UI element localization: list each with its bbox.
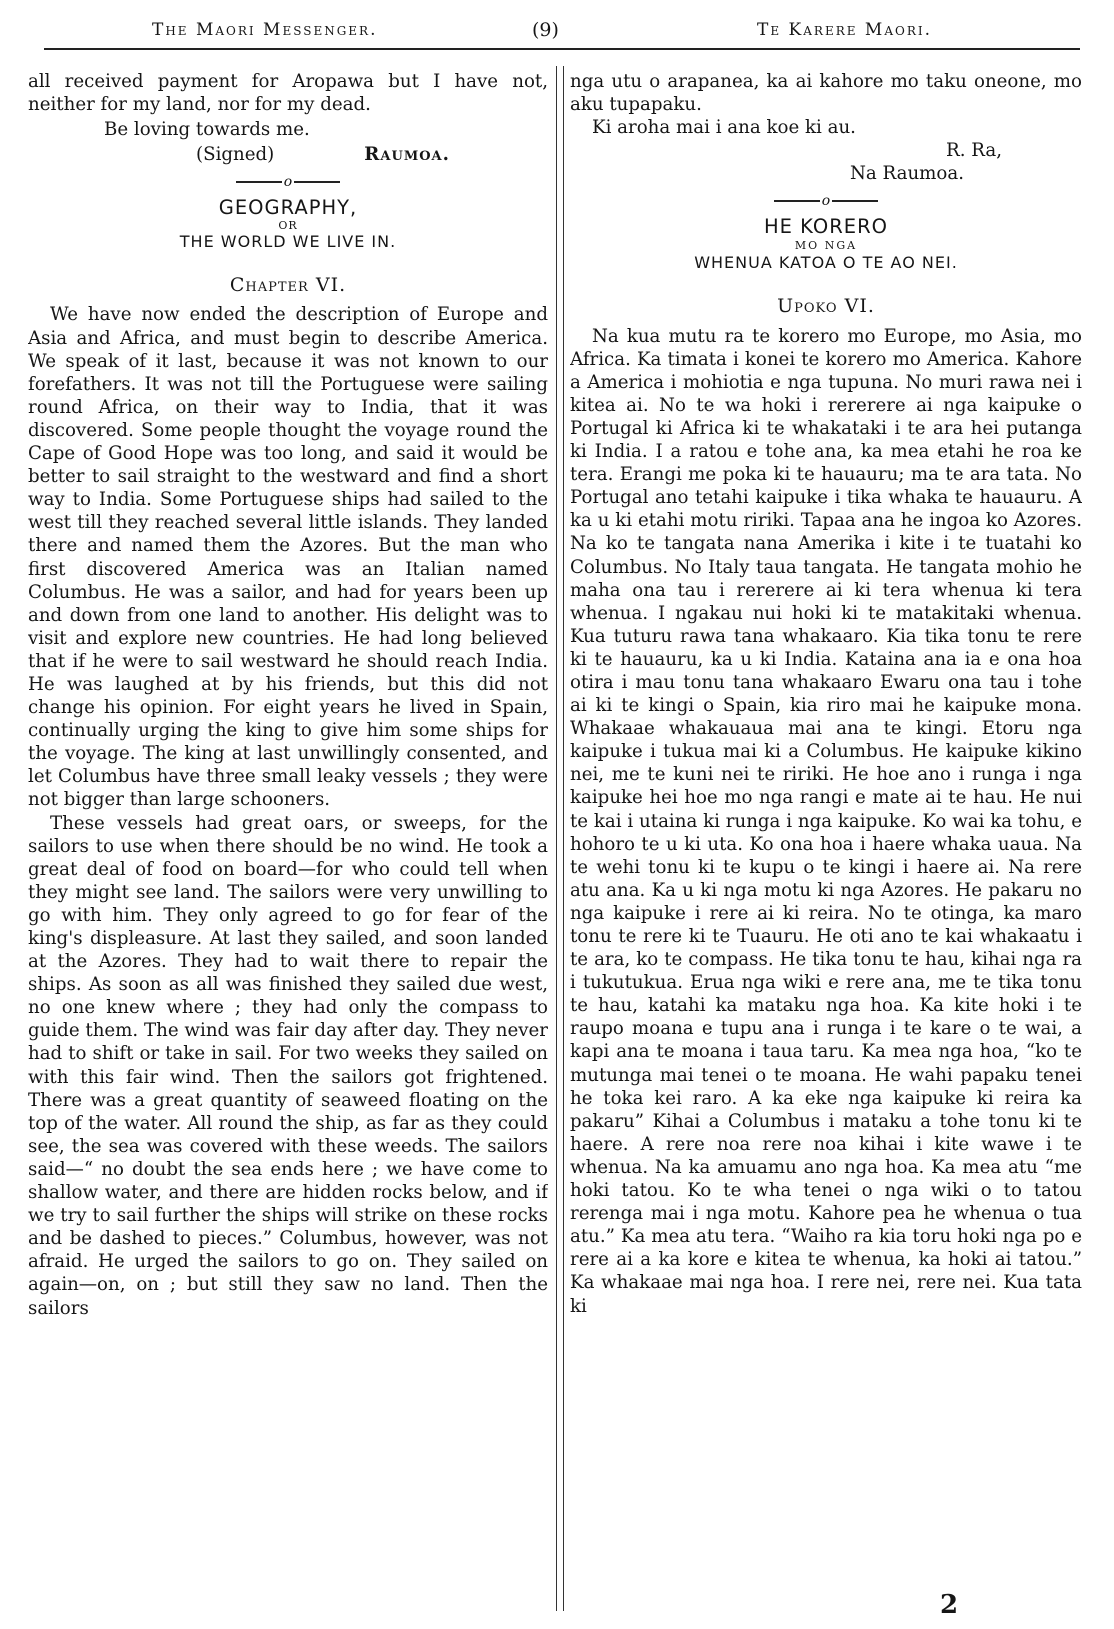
english-signature-line <box>98 143 548 166</box>
maori-title-mid: MO NGA <box>794 239 858 253</box>
chapter-heading: Chapter VI. <box>229 274 347 297</box>
maori-article-subtitle: WHENUA KATOA O TE AO NEI. <box>694 253 958 273</box>
maori-signature-line-1: R. Ra, <box>946 140 1002 162</box>
english-paragraph: These vessels had great oars, or sweeps, for the sailors to use when there should be no wind. He took a great deal of food on board—for who could tell when they might see land. The sailors were very unwilling to go with him. They only agreed to go for fear of the king's displeasure. At last they sailed, and soon landed at the Azores. They had to wait there to repair the ships. As soon as all was finished they sailed due west, no one knew where ; they had only the compass to guide them. The wind was fair day after day. They never had to shift or take in sail. For two weeks they sailed on with this fair wind. Then the sailors got frightened. There was a great quantity of seaweed floating on the top of the water. All round the ship, as far as they could see, the sea was covered with these weeds. The sailors said—“ no doubt the sea ends here ; we have come to shallow water, and there are hidden rocks below, and if we try to sail further the ships will strike on these rocks and be dashed to pieces.” Columbus, however, was not afraid. He urged the sailors to go on. They sailed on again—on, on ; but still they saw no land. Then the sailors <box>28 812 548 1319</box>
english-column <box>28 70 548 1605</box>
maori-closing-line: Ki aroha mai i ana koe ki au. <box>592 117 856 139</box>
article-subtitle: THE WORLD WE LIVE IN. <box>179 232 397 252</box>
separator-mark: o <box>821 192 831 209</box>
page-number: (9) <box>532 19 559 41</box>
signatory-name: Raumoa. <box>364 144 450 166</box>
article-title: GEOGRAPHY, <box>218 196 358 220</box>
english-opening-text: all received payment for Aropawa but I have not, neither for my land, nor for my dead. <box>28 71 548 116</box>
column-divider <box>556 66 564 1611</box>
header-rule <box>44 48 1080 50</box>
signed-label: (Signed) <box>196 144 275 166</box>
maori-chapter-heading: Upoko VI. <box>777 295 875 318</box>
maori-article-title: HE KORERO <box>763 215 889 239</box>
maori-paragraph: Na kua mutu ra te korero mo Europe, mo Asia, mo Africa. Ka timata i konei te korero mo America. Kahore a America i mohiotia e nga tupuna. No muri rawa nei i kitea ai. No te wa hoki i rererere ai nga kaipuke o Portugal ki Africa ki te whakataki i te ara hei putanga ki India. I a ratou e tohe ana, ka mea etahi he roa ke tera. Erangi me poka ki te hauauru; ma te ara tata. No Portugal ano tetahi kaipuke i tika whaka te hauauru. A ka u ki etahi motu ririki. Tapaa ana he ingoa ko Azores. Na ko te tangata nana Amerika i kite i te tuatahi ko Columbus. No Italy taua tangata. He tangata mohio he maha ona tau i rererere ai ki tera whenua ki tera whenua. I ngakau nui hoki ki te matakitaki whenua. Kua tuturu rawa tana whakaaro. Kia tika tonu te rere ki te hauauru, ka u ki India. Kataina ana ia e ona hoa otira i mau tonu tana whakaaro Ewaru ona tau i tohe ai ki te kingi o Spain, kia riro mai he kaipuke mona. Whakaae whakauaua mai ana te kingi. Etoru nga kaipuke i tukua mai ki a Columbus. He kaipuke kikino nei, me te kuni nei te ririki. He hoe ano i runga i nga kaipuke hei hoe mo nga rangi e mate ai te hau. He nui te kai i utaina ki runga i nga kaipuke. Ko wai ka tohu, e hohoro te u ki uta. Ko ona hoa i haere whaka uaua. Na te wehi tonu ki te kupu o te kingi i haere ai. Na rere atu ana. Ka u ki nga motu ki nga Azores. He pakaru no nga kaipuke i rere ai ki reira. No te otinga, ka maro tonu te rere ki te Tuauru. He oti ano te kai whakaatu i te ara, ko te compass. He tika tonu te hau, kihai nga ra i tukutukua. Erua nga wiki e rere ana, me te tika tonu te hau, katahi ka mataku nga hoa. Ka kite hoki i te raupo moana e tupu ana i runga i te kare o te wai, a kapi ana te moana i taua taru. Ka mea nga hoa, “ko te mutunga mai tenei o te moana. He wahi papaku tenei he toka kei raro. A ka eke nga kaipuke ki reira ka pakaru” Kihai a Columbus i mataku a tohe tonu ki te haere. A rere noa rere noa kihai i kite wawe i te whenua. Na ka amuamu ano nga hoa. Ka mea atu “me hoki tatou. Ko te wha tenei o nga wiki o to tatou rerenga mai i nga motu. Kahore pea he whenua o tua atu.” Ka mea atu tera. “Waiho ra kia toru hoki nga po e rere ai a ka kore e kitea te whenua, ka hoki ai tatou.” Ka whakaae mai nga hoa. I rere nei, rere nei. Kua tata ki <box>570 325 1082 1317</box>
masthead <box>44 14 1080 44</box>
section-separator <box>28 174 548 190</box>
separator-mark: o <box>283 173 293 190</box>
article-title-or: OR <box>278 219 298 233</box>
section-separator <box>570 193 1082 209</box>
masthead-maori-title: Te Karere Maori. <box>757 20 932 40</box>
english-closing-line: Be loving towards me. <box>104 119 310 141</box>
english-paragraph: We have now ended the description of Europe and Asia and Africa, and must begin to describe America. We speak of it last, because it was not known to our forefathers. It was not till the Portuguese were sailing round Africa, on their way to India, that it was discovered. Some people thought the voyage round the Cape of Good Hope was too long, and said it would be better to sail straight to the westward and find a short way to India. Some Portuguese ships had sailed to the west till they reached several little islands. They landed there and named them the Azores. But the man who first discovered America was an Italian named Columbus. He was a sailor, and had for years been up and down from one land to another. His delight was to visit and explore new countries. He had long believed that if he were to sail westward he should reach India. He was laughed at by his friends, but this did not change his opinion. For eight years he lived in Spain, continually urging the king to give him some ships for the voyage. The king at last unwillingly consented, and let Columbus have three small leaky vessels ; they were not bigger than large schooners. <box>28 304 548 811</box>
maori-signature-line-2: Na Raumoa. <box>849 163 964 185</box>
maori-column <box>570 70 1082 1605</box>
masthead-english-title: The Maori Messenger. <box>152 20 378 40</box>
signature-mark: 2 <box>940 1590 959 1620</box>
maori-opening-text: nga utu o arapanea, ka ai kahore mo taku oneone, mo aku tupapaku. <box>570 71 1082 116</box>
